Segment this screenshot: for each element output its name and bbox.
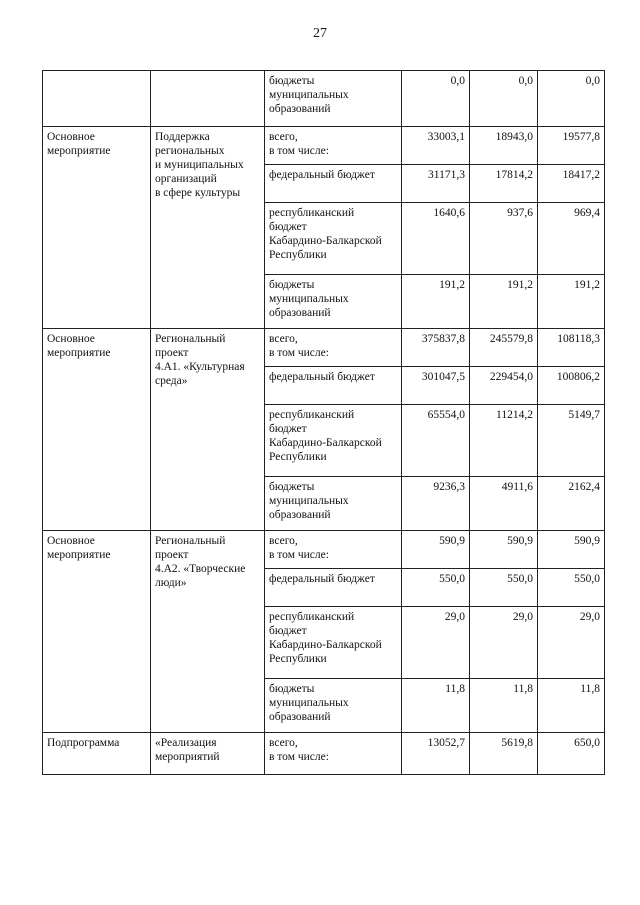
value-cell: 9236,3 [402,477,470,531]
value-cell: 4911,6 [470,477,538,531]
value-cell: 0,0 [538,71,605,127]
value-cell: 550,0 [470,569,538,607]
funding-source-cell: федеральный бюджет [265,367,402,405]
value-cell: 18417,2 [538,165,605,203]
value-cell: 2162,4 [538,477,605,531]
measure-type-cell: Подпрограмма [43,733,151,775]
page-number: 27 [313,26,327,41]
value-cell: 375837,8 [402,329,470,367]
measure-type-cell: Основное мероприятие [43,127,151,329]
funding-source-cell: всего, в том числе: [265,329,402,367]
value-cell: 13052,7 [402,733,470,775]
funding-source-cell: федеральный бюджет [265,165,402,203]
value-cell: 5149,7 [538,405,605,477]
funding-source-cell: республиканский бюджет Кабардино-Балкарской Республики [265,405,402,477]
value-cell: 590,9 [402,531,470,569]
value-cell: 5619,8 [470,733,538,775]
value-cell: 11,8 [402,679,470,733]
table-row [43,531,605,569]
measure-type-cell: Основное мероприятие [43,329,151,531]
measure-name-cell: «Реализация мероприятий [151,733,265,775]
value-cell: 0,0 [402,71,470,127]
funding-source-cell: бюджеты муниципальных образований [265,275,402,329]
measure-name-cell: Поддержка региональных и муниципальных организаций в сфере культуры [151,127,265,329]
table-row [43,329,605,367]
measure-type-cell [43,71,151,127]
value-cell: 1640,6 [402,203,470,275]
value-cell: 550,0 [402,569,470,607]
value-cell: 31171,3 [402,165,470,203]
value-cell: 650,0 [538,733,605,775]
value-cell: 29,0 [402,607,470,679]
value-cell: 301047,5 [402,367,470,405]
value-cell: 108118,3 [538,329,605,367]
measure-name-cell: Региональный проект 4.А2. «Творческие люди» [151,531,265,733]
measure-name-cell: Региональный проект 4.А1. «Культурная среда» [151,329,265,531]
value-cell: 11,8 [470,679,538,733]
funding-source-cell: бюджеты муниципальных образований [265,71,402,127]
value-cell: 191,2 [470,275,538,329]
value-cell: 550,0 [538,569,605,607]
value-cell: 33003,1 [402,127,470,165]
value-cell: 29,0 [470,607,538,679]
value-cell: 590,9 [470,531,538,569]
funding-source-cell: бюджеты муниципальных образований [265,679,402,733]
value-cell: 17814,2 [470,165,538,203]
funding-source-cell: республиканский бюджет Кабардино-Балкарской Республики [265,607,402,679]
table-row [43,127,605,165]
measure-type-cell: Основное мероприятие [43,531,151,733]
value-cell: 29,0 [538,607,605,679]
value-cell: 590,9 [538,531,605,569]
value-cell: 65554,0 [402,405,470,477]
value-cell: 969,4 [538,203,605,275]
funding-source-cell: федеральный бюджет [265,569,402,607]
value-cell: 11,8 [538,679,605,733]
funding-source-cell: бюджеты муниципальных образований [265,477,402,531]
value-cell: 191,2 [402,275,470,329]
value-cell: 937,6 [470,203,538,275]
value-cell: 100806,2 [538,367,605,405]
measure-name-cell [151,71,265,127]
value-cell: 229454,0 [470,367,538,405]
value-cell: 191,2 [538,275,605,329]
table-row [43,71,605,127]
value-cell: 0,0 [470,71,538,127]
value-cell: 18943,0 [470,127,538,165]
value-cell: 11214,2 [470,405,538,477]
funding-source-cell: республиканский бюджет Кабардино-Балкарской Республики [265,203,402,275]
funding-source-cell: всего, в том числе: [265,531,402,569]
value-cell: 245579,8 [470,329,538,367]
funding-source-cell: всего, в том числе: [265,733,402,775]
budget-table [42,70,605,775]
value-cell: 19577,8 [538,127,605,165]
table-row [43,733,605,775]
funding-source-cell: всего, в том числе: [265,127,402,165]
